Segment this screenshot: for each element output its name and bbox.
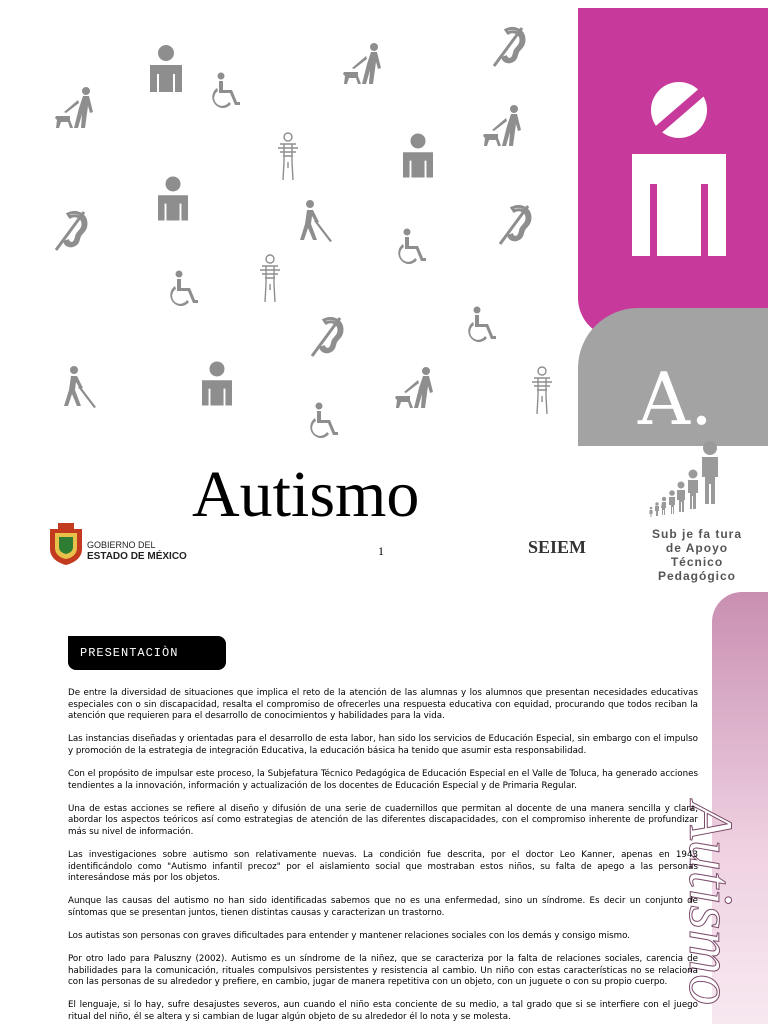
cover-title: Autismo — [192, 458, 420, 531]
paragraph: El lenguaje, si lo hay, sufre desajustes severos, aun cuando el niño esta conciente de su medio, a tal grado que si se interfiere con el juego ritual del niño, él se altera y si cambian de lugar algún objeto de su alrededor él lo nota y se molesta. — [68, 1000, 698, 1022]
state-coat-of-arms-logo — [46, 523, 86, 565]
blind-cane-icon — [298, 200, 334, 242]
guide-dog-icon — [342, 42, 384, 86]
government-line-1: GOBIERNO DEL — [87, 540, 156, 550]
wheelchair-icon — [308, 402, 342, 440]
person-icon — [403, 132, 433, 178]
blind-cane-icon — [62, 366, 98, 408]
guide-dog-icon — [394, 366, 436, 410]
outline-figure-icon — [274, 132, 302, 182]
presentation-page — [0, 592, 768, 1024]
body-text — [68, 688, 698, 1024]
guide-dog-icon — [54, 86, 96, 130]
wheelchair-icon — [210, 72, 244, 110]
paragraph: Por otro lado para Paluszny (2002). Autismo es un síndrome de la niñez, que se caracteriza por la falta de relaciones sociales, carencia de habilidades para la comunicación, rituales compulsivos persistentes y resistencia al cambio. Un niño con estas características no se relaciona con las personas de su alrededor y prefiere, en cambio, jugar de manera repetitiva con un objeto, con un juguete o con su propio cuerpo. — [68, 954, 698, 988]
outline-figure-icon — [256, 254, 284, 304]
hearing-impaired-icon — [54, 210, 88, 252]
outline-figure-icon — [528, 366, 556, 416]
paragraph: Aunque las causas del autismo no han sido identificadas sabemos que no es una enfermedad, sino un síndrome. Es decir un conjunto de síntomas que se presentan juntos, tienen distintas causas y caracterizan un trastorno. — [68, 896, 698, 918]
paragraph: De entre la diversidad de situaciones que implica el reto de la atención de las alumnas y los alumnos que presentan necesidades educativas especiales con o sin discapacidad, resalta el compromiso de ofrecerles una respuesta educativa con equidad, procurando que todos reciban la atención que requieren para el desarrollo de conocimientos y habilidades para la vida. — [68, 688, 698, 722]
hearing-impaired-icon — [492, 26, 526, 68]
paragraph: Con el propósito de impulsar este proceso, la Subjefatura Técnico Pedagógica de Educación Especial en el Valle de Toluca, ha generado acciones tendientes a la innovación, información y actualización de los docentes de Educación Especial y de Primaria Regular. — [68, 768, 698, 791]
paragraph: Las instancias diseñadas y orientadas para el desarrollo de esta labor, han sido los servicios de Educación Especial, sin embargo con el impulso y promoción de la estrategia de integración Educativa, la educación básica ha tenido que asumir esta responsabilidad. — [68, 734, 698, 756]
paragraph: Los autistas son personas con graves dificultades para entender y mantener relaciones sociales con los demás y consigo mismo. — [68, 930, 631, 941]
department-line-3: Técnico Pedagógico — [657, 555, 736, 583]
paragraph: Una de estas acciones se refiere al diseño y difusión de una serie de cuadernillos que permitan al docente de una manera sencilla y clara, abordar los aspectos teóricos así como estrategias de atención de las diferentes discapacidades, con el compromiso inherente de profundizar más su nivel de información. — [68, 803, 698, 837]
department-line-2: de Apoyo — [665, 541, 729, 555]
wheelchair-icon — [168, 270, 202, 308]
wheelchair-icon — [396, 228, 430, 266]
department-label — [632, 527, 762, 583]
section-letter: A. — [638, 357, 713, 441]
growing-people-logo — [648, 440, 720, 520]
large-person-icon — [630, 80, 728, 256]
hearing-impaired-icon — [498, 204, 532, 246]
department-line-1: Sub je fa tura — [651, 527, 742, 541]
government-label — [87, 540, 187, 562]
person-icon — [150, 44, 182, 92]
side-vertical-title: Autismo — [676, 802, 744, 1006]
hearing-impaired-icon — [310, 316, 344, 358]
org-name: SEIEM — [528, 537, 587, 557]
paragraph: Las investigaciones sobre autismo son relativamente nuevas. La condición fue descrita, por el doctor Leo Kanner, apenas en 1943 identificándolo como "Autismo infantil precoz" por el aislamiento social que mostraban estos niños, su falta de apego a las personas interesándose más por los objetos. — [68, 849, 698, 884]
government-line-2: ESTADO DE MÉXICO — [87, 551, 187, 562]
section-heading: PRESENTACIÒN — [68, 636, 226, 670]
person-icon — [202, 360, 232, 406]
page-number: 1 — [378, 544, 384, 558]
wheelchair-icon — [466, 306, 500, 344]
guide-dog-icon — [482, 104, 524, 148]
person-icon — [158, 175, 188, 221]
